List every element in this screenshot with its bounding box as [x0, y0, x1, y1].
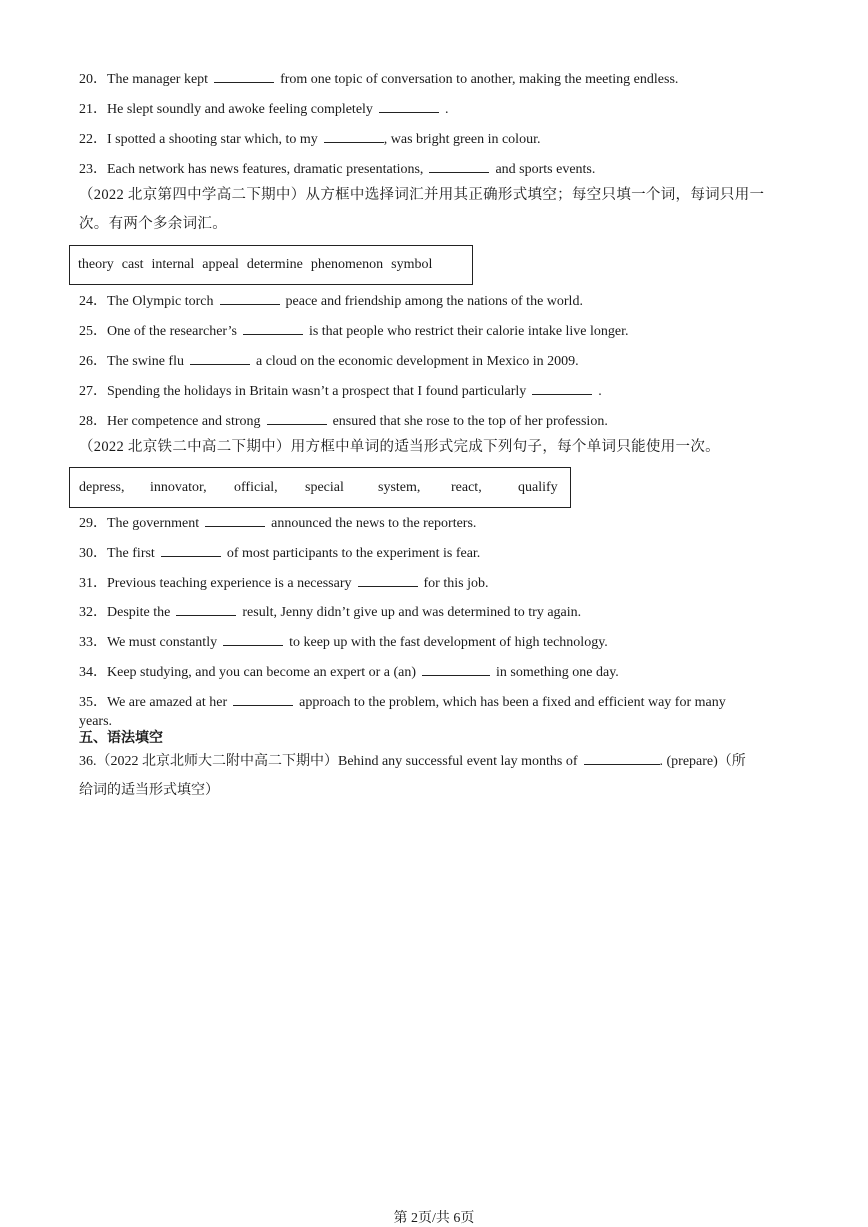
word-bank-word: official,	[234, 479, 278, 495]
answer-blank[interactable]	[214, 68, 274, 83]
word-bank-word: appeal	[202, 257, 239, 272]
answer-blank[interactable]	[223, 631, 283, 646]
question-33: 33．We must constantly to keep up with the fast development of high technology.	[79, 631, 608, 651]
word-bank-word: theory	[78, 257, 114, 272]
word-bank-word: react,	[451, 479, 482, 495]
answer-blank[interactable]	[429, 158, 489, 173]
word-bank-word: depress,	[79, 479, 125, 495]
section-instruction: （2022 北京第四中学高二下期中）从方框中选择词汇并用其正确形式填空；每空只填一个词，每词只用一 次。有两个多余词汇。	[79, 187, 765, 232]
question-36: 36.（2022 北京北师大二附中高二下期中）Behind any successful event lay months of . (prepare)（所 给词的适当形式填空）	[79, 747, 790, 805]
word-bank-box	[69, 467, 571, 508]
word-bank-word: special	[305, 479, 344, 495]
question-26: 26．The swine flu a cloud on the economic development in Mexico in 2009.	[79, 350, 579, 370]
question-29: 29．The government announced the news to the reporters.	[79, 512, 476, 532]
question-24: 24．The Olympic torch peace and friendship among the nations of the world.	[79, 290, 583, 310]
question-31: 31．Previous teaching experience is a necessary for this job.	[79, 572, 488, 592]
answer-blank[interactable]	[358, 572, 418, 587]
word-bank-word: symbol	[391, 257, 433, 272]
answer-blank[interactable]	[190, 350, 250, 365]
question-35: 35．We are amazed at her approach to the problem, which has been a fixed and efficient way for many years.	[79, 691, 790, 731]
question-20: 20．The manager kept from one topic of conversation to another, making the meeting endless.	[79, 68, 678, 88]
word-bank-word: phenomenon	[310, 257, 384, 272]
question-34: 34．Keep studying, and you can become an expert or a (an) in something one day.	[79, 661, 619, 681]
word-bank-word: innovator,	[150, 479, 207, 495]
question-27: 27．Spending the holidays in Britain wasn’t a prospect that I found particularly .	[79, 380, 602, 400]
answer-blank[interactable]	[233, 691, 293, 706]
answer-blank[interactable]	[422, 661, 490, 676]
question-23: 23．Each network has news features, dramatic presentations, and sports events.	[79, 158, 595, 178]
answer-blank[interactable]	[267, 410, 327, 425]
question-22: 22．I spotted a shooting star which, to my , was bright green in colour.	[79, 128, 540, 148]
answer-blank[interactable]	[379, 98, 439, 113]
word-bank-word: internal	[151, 257, 195, 272]
answer-blank[interactable]	[324, 128, 384, 143]
question-30: 30．The first of most participants to the experiment is fear.	[79, 542, 480, 562]
word-bank-word: system,	[378, 479, 421, 495]
section-instruction: （2022 北京铁二中高二下期中）用方框中单词的适当形式完成下列句子，每个单词只能使用一次。	[79, 439, 720, 455]
answer-blank[interactable]	[243, 320, 303, 335]
answer-blank[interactable]	[205, 512, 265, 527]
question-25: 25．One of the researcher’s is that people who restrict their calorie intake live longer.	[79, 320, 629, 340]
question-28: 28．Her competence and strong ensured that she rose to the top of her profession.	[79, 410, 608, 430]
word-bank-box	[69, 245, 473, 285]
answer-blank[interactable]	[220, 290, 280, 305]
answer-blank[interactable]	[176, 601, 236, 616]
word-bank-word: cast	[121, 257, 144, 272]
answer-blank[interactable]	[161, 542, 221, 557]
section-heading: 五、语法填空	[79, 730, 163, 746]
word-bank-word: qualify	[518, 479, 558, 495]
question-21: 21．He slept soundly and awoke feeling completely .	[79, 98, 448, 118]
answer-blank[interactable]	[584, 750, 660, 765]
question-32: 32．Despite the result, Jenny didn’t give up and was determined to try again.	[79, 601, 581, 621]
word-bank-word: determine	[246, 257, 303, 272]
page-number: 第 2页/共 6页	[393, 1211, 475, 1226]
answer-blank[interactable]	[532, 380, 592, 395]
